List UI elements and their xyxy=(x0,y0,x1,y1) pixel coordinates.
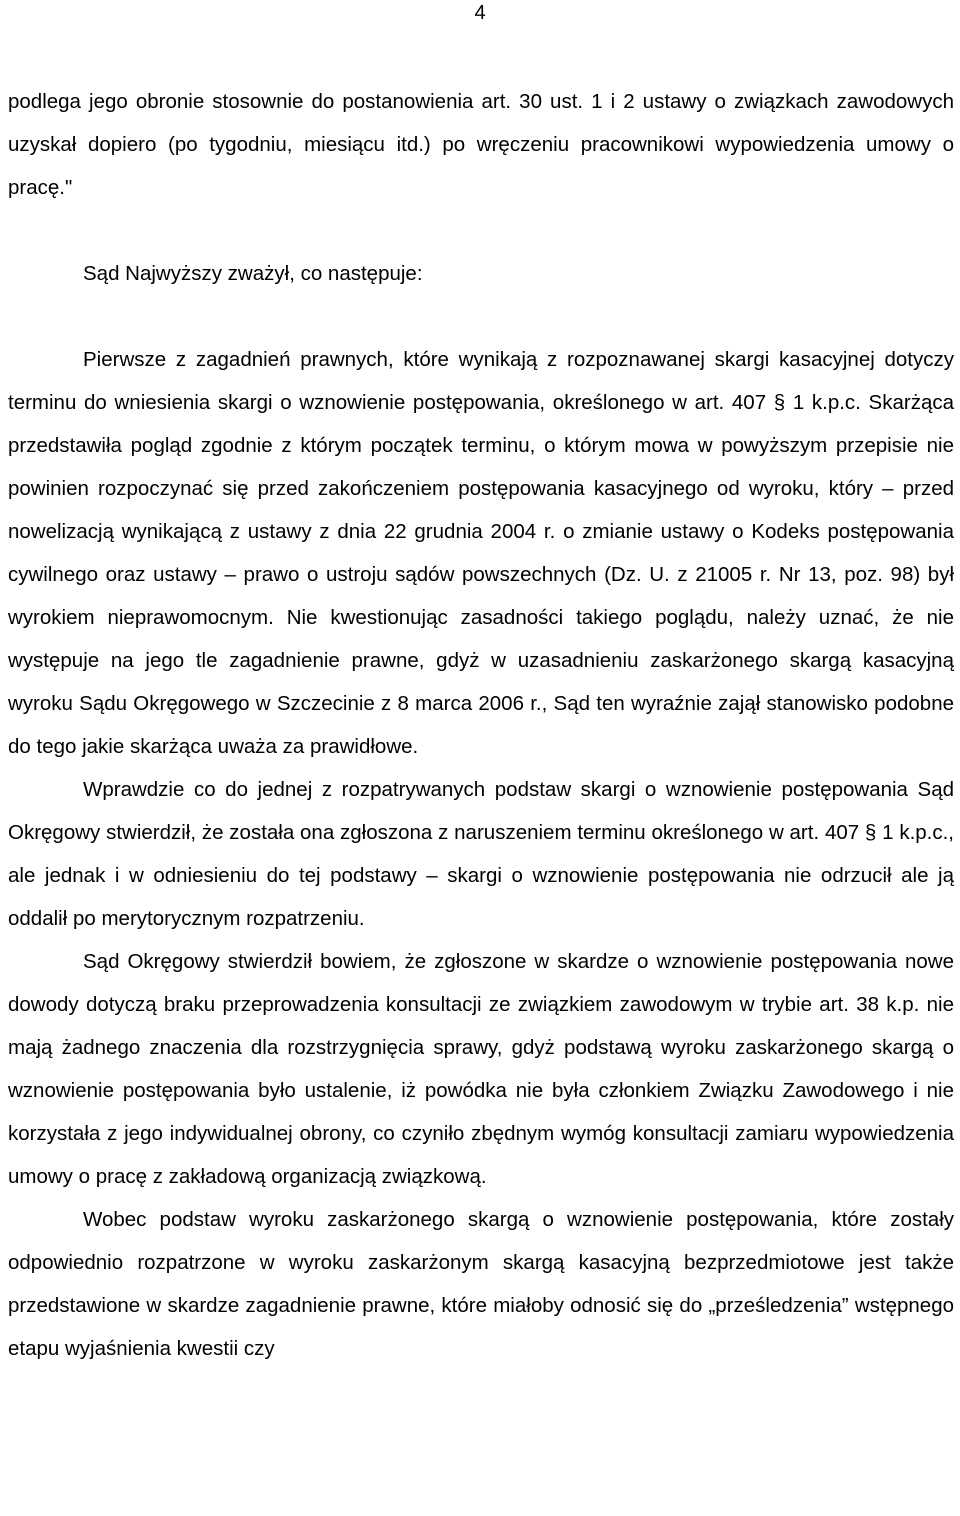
paragraph-heading: Sąd Najwyższy zważył, co następuje: xyxy=(83,262,423,285)
paragraph-third: Sąd Okręgowy stwierdził bowiem, że zgłoszone w skardze o wznowienie postępowania nowe dowody dotyczą braku przeprowadzenia konsultacji ze związkiem zawodowym w trybie art. 38 k.p. nie mają żadnego znaczenia dla rozstrzygnięcia sprawy, gdyż podstawą wyroku zaskarżonego skargą o wznowienie postępowania było ustalenie, iż powódka nie była członkiem Związku Zawodowego i nie korzystała z jego indywidualnej obrony, co czyniło zbędnym wymóg konsultacji zamiaru wypowiedzenia umowy o pracę z zakładową organizacją związkową. xyxy=(8,950,954,1188)
paragraph-quote-end: podlega jego obronie stosownie do postanowienia art. 30 ust. 1 i 2 ustawy o związkach zawodowych uzyskał dopiero (po tygodniu, miesiącu itd.) po wręczeniu pracownikowi wypowiedzenia umowy o pracę." xyxy=(8,90,954,199)
paragraph-first-issue: Pierwsze z zagadnień prawnych, które wynikają z rozpoznawanej skargi kasacyjnej dotyczy terminu do wniesienia skargi o wznowienie postępowania, określonego w art. 407 § 1 k.p.c. Skarżąca przedstawiła pogląd zgodnie z którym początek terminu, o którym mowa w powyższym przepisie nie powinien rozpoczynać się przed zakończeniem postępowania kasacyjnego od wyroku, który – przed nowelizacją wynikającą z ustawy z dnia 22 grudnia 2004 r. o zmianie ustawy o Kodeks postępowania cywilnego oraz ustawy – prawo o ustroju sądów powszechnych (Dz. U. z 21005 r. Nr 13, poz. 98) był wyrokiem nieprawomocnym. Nie kwestionując zasadności takiego poglądu, należy uznać, że nie występuje na jego tle zagadnienie prawne, gdyż w uzasadnieniu zaskarżonego skargą kasacyjną wyroku Sądu Okręgowego w Szczecinie z 8 marca 2006 r., Sąd ten wyraźnie zajął stanowisko podobne do tego jakie skarżąca uważa za prawidłowe. xyxy=(8,348,954,758)
page-number: 4 xyxy=(474,2,486,24)
document-body xyxy=(8,80,954,1370)
paragraph-fourth: Wobec podstaw wyroku zaskarżonego skargą o wznowienie postępowania, które zostały odpowiednio rozpatrzone w wyroku zaskarżonym skargą kasacyjną bezprzedmiotowe jest także przedstawione w skardze zagadnienie prawne, które miałoby odnosić się do „prześledzenia” wstępnego etapu wyjaśnienia kwestii czy xyxy=(8,1208,954,1360)
paragraph-second: Wprawdzie co do jednej z rozpatrywanych podstaw skargi o wznowienie postępowania Sąd Okręgowy stwierdził, że została ona zgłoszona z naruszeniem terminu określonego w art. 407 § 1 k.p.c., ale jednak i w odniesieniu do tej podstawy – skargi o wznowienie postępowania nie odrzucił ale ją oddalił po merytorycznym rozpatrzeniu. xyxy=(8,778,954,930)
